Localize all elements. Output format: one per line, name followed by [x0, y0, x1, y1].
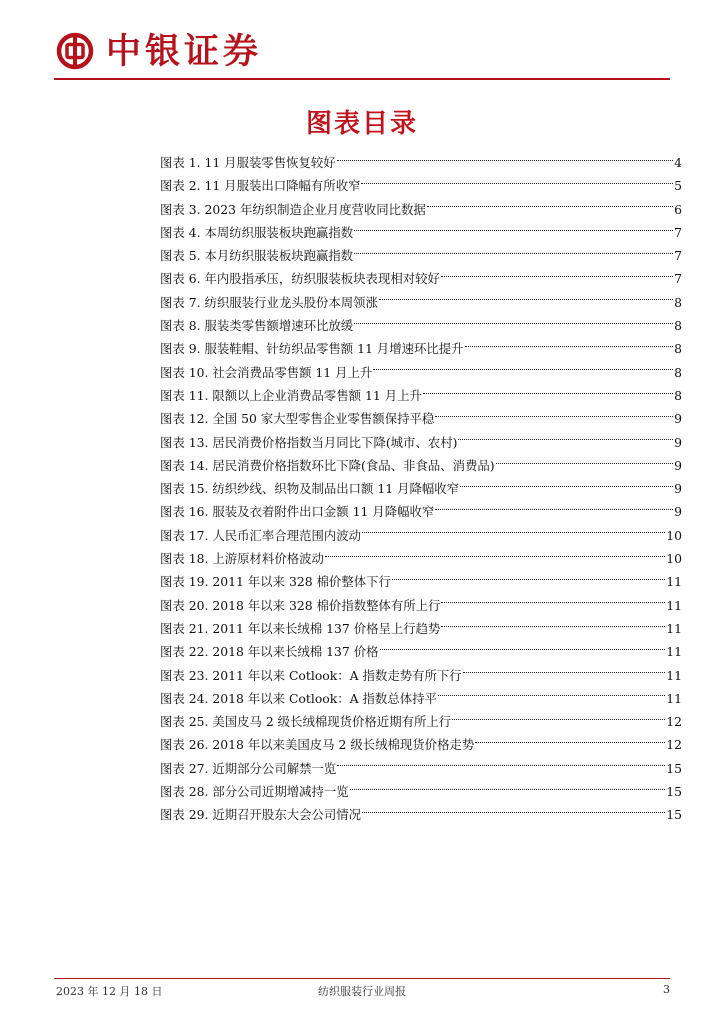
toc-dot-leader	[452, 718, 665, 720]
toc-entry-label: 图表 19. 2011 年以来 328 棉价整体下行	[160, 574, 391, 590]
toc-entry-page: 8	[674, 341, 682, 357]
toc-entry-label: 图表 14. 居民消费价格指数环比下降(食品、非食品、消费品)	[160, 457, 495, 473]
toc-entry-page: 7	[674, 248, 682, 264]
toc-entry-label: 图表 29. 近期召开股东大会公司情况	[160, 807, 362, 823]
toc-entry[interactable]	[160, 384, 682, 407]
toc-entry-page: 8	[674, 364, 682, 380]
toc-dot-leader	[438, 694, 665, 696]
toc-entry[interactable]	[160, 454, 682, 477]
page-title: 图表目录	[305, 109, 418, 139]
brand-name: 中银证券	[106, 31, 263, 72]
page-footer	[54, 983, 670, 1003]
toc-entry[interactable]	[160, 361, 682, 384]
toc-entry-label: 图表 16. 服装及衣着附件出口金额 11 月降幅收窄	[160, 504, 435, 520]
toc-entry[interactable]	[160, 431, 682, 454]
toc-entry[interactable]	[160, 733, 682, 756]
page-header	[54, 28, 670, 78]
toc-dot-leader	[441, 625, 665, 627]
toc-entry[interactable]	[160, 267, 682, 290]
toc-entry-label: 图表 27. 近期部分公司解禁一览	[160, 760, 337, 776]
toc-entry[interactable]	[160, 151, 682, 174]
toc-dot-leader	[441, 601, 665, 603]
toc-entry-page: 11	[666, 574, 682, 590]
toc-entry[interactable]	[160, 221, 682, 244]
toc-dot-leader	[423, 392, 673, 394]
toc-dot-leader	[460, 485, 673, 487]
toc-entry-label: 图表 4. 本周纺织服装板块跑赢指数	[160, 224, 354, 240]
toc-entry-label: 图表 3. 2023 年纺织制造企业月度营收同比数据	[160, 201, 426, 217]
toc-dot-leader	[354, 252, 673, 254]
footer-page-number: 3	[663, 983, 670, 996]
footer-date: 2023 年 12 月 18 日	[56, 985, 163, 998]
toc-entry[interactable]	[160, 244, 682, 267]
toc-entry-page: 11	[666, 667, 682, 683]
toc-entry-page: 4	[674, 155, 682, 170]
toc-entry-label: 图表 28. 部分公司近期增减持一览	[160, 784, 349, 800]
toc-entry-page: 12	[666, 714, 682, 730]
toc-entry-page: 15	[666, 784, 682, 800]
toc-dot-leader	[496, 462, 673, 464]
toc-entry[interactable]	[160, 570, 682, 593]
toc-dot-leader	[325, 555, 665, 557]
toc-entry-page: 11	[666, 690, 682, 706]
toc-dot-leader	[337, 159, 673, 161]
toc-entry-page: 5	[674, 178, 682, 194]
table-of-figures	[160, 151, 682, 827]
toc-entry-label: 图表 7. 纺织服装行业龙头股份本周领涨	[160, 294, 378, 310]
toc-entry-page: 11	[666, 644, 682, 660]
toc-entry-label: 图表 5. 本月纺织服装板块跑赢指数	[160, 248, 354, 264]
toc-entry-label: 图表 6. 年内股指承压，纺织服装板块表现相对较好	[160, 271, 440, 287]
toc-entry-page: 9	[674, 434, 682, 450]
toc-entry[interactable]	[160, 174, 682, 197]
toc-dot-leader	[475, 741, 665, 743]
toc-entry-label: 图表 15. 纺织纱线、织物及制品出口额 11 月降幅收窄	[160, 481, 460, 497]
toc-entry-page: 11	[666, 620, 682, 636]
toc-entry[interactable]	[160, 710, 682, 733]
toc-entry[interactable]	[160, 477, 682, 500]
toc-dot-leader	[361, 182, 673, 184]
toc-entry-page: 7	[674, 224, 682, 240]
toc-dot-leader	[380, 648, 666, 650]
toc-entry-label: 图表 23. 2011 年以来 Cotlook：A 指数走势有所下行	[160, 667, 462, 683]
toc-dot-leader	[441, 275, 673, 277]
toc-dot-leader	[337, 764, 665, 766]
toc-entry-page: 8	[674, 318, 682, 334]
toc-dot-leader	[435, 415, 673, 417]
toc-dot-leader	[354, 229, 673, 231]
toc-entry-label: 图表 18. 上游原材料价格波动	[160, 551, 324, 567]
toc-entry-label: 图表 9. 服装鞋帽、针纺织品零售额 11 月增速环比提升	[160, 341, 464, 357]
toc-entry-label: 图表 22. 2018 年以来长绒棉 137 价格	[160, 644, 379, 660]
toc-entry-page: 10	[666, 527, 682, 543]
toc-entry-label: 图表 10. 社会消费品零售额 11 月上升	[160, 364, 373, 380]
footer-rule	[54, 978, 670, 979]
toc-entry-label: 图表 8. 服装类零售额增速环比放缓	[160, 318, 354, 334]
toc-entry-page: 15	[666, 807, 682, 823]
toc-entry-label: 图表 20. 2018 年以来 328 棉价指数整体有所上行	[160, 597, 441, 613]
toc-entry-label: 图表 21. 2011 年以来长绒棉 137 价格呈上行趋势	[160, 620, 441, 636]
bank-of-china-logo-icon	[56, 32, 94, 70]
toc-entry[interactable]	[160, 640, 682, 663]
toc-entry[interactable]	[160, 687, 682, 710]
toc-entry-page: 15	[666, 760, 682, 776]
toc-dot-leader	[354, 322, 673, 324]
toc-dot-leader	[435, 508, 673, 510]
toc-entry[interactable]	[160, 524, 682, 547]
toc-entry[interactable]	[160, 547, 682, 570]
toc-entry-label: 图表 12. 全国 50 家大型零售企业零售额保持平稳	[160, 411, 435, 427]
toc-dot-leader	[465, 345, 674, 347]
toc-dot-leader	[463, 671, 666, 673]
toc-entry-page: 10	[666, 551, 682, 567]
toc-entry[interactable]	[160, 314, 682, 337]
toc-dot-leader	[362, 811, 665, 813]
toc-entry[interactable]	[160, 500, 682, 523]
toc-entry-page: 8	[674, 294, 682, 310]
toc-entry-label: 图表 11. 限额以上企业消费品零售额 11 月上升	[160, 387, 422, 403]
toc-entry[interactable]	[160, 198, 682, 221]
toc-entry-page: 11	[666, 597, 682, 613]
toc-entry-label: 图表 1. 11 月服装零售恢复较好	[160, 155, 336, 170]
toc-dot-leader	[458, 438, 673, 440]
toc-entry-label: 图表 26. 2018 年以来美国皮马 2 级长绒棉现货价格走势	[160, 737, 475, 753]
toc-dot-leader	[362, 531, 665, 533]
toc-entry[interactable]	[160, 617, 682, 640]
toc-entry[interactable]	[160, 664, 682, 687]
toc-entry-page: 12	[666, 737, 682, 753]
toc-entry-label: 图表 25. 美国皮马 2 级长绒棉现货价格近期有所上行	[160, 714, 452, 730]
toc-entry-label: 图表 2. 11 月服装出口降幅有所收窄	[160, 178, 361, 194]
toc-entry[interactable]	[160, 337, 682, 360]
toc-entry[interactable]	[160, 803, 682, 826]
toc-entry-label: 图表 24. 2018 年以来 Cotlook：A 指数总体持平	[160, 690, 437, 706]
footer-report-title: 纺织服装行业周报	[318, 985, 406, 998]
toc-entry[interactable]	[160, 291, 682, 314]
toc-dot-leader	[392, 578, 665, 580]
header-rule	[54, 78, 670, 80]
toc-entry-label: 图表 17. 人民币汇率合理范围内波动	[160, 527, 362, 543]
toc-entry-page: 7	[674, 271, 682, 287]
toc-dot-leader	[427, 205, 673, 207]
toc-entry[interactable]	[160, 594, 682, 617]
toc-entry-page: 6	[674, 201, 682, 217]
toc-entry-page: 8	[674, 387, 682, 403]
toc-entry[interactable]	[160, 780, 682, 803]
toc-entry[interactable]	[160, 407, 682, 430]
toc-dot-leader	[350, 788, 666, 790]
toc-entry-page: 9	[674, 504, 682, 520]
toc-entry-page: 9	[674, 457, 682, 473]
toc-entry-page: 9	[674, 411, 682, 427]
toc-entry[interactable]	[160, 757, 682, 780]
toc-entry-page: 9	[674, 481, 682, 497]
toc-dot-leader	[379, 298, 673, 300]
toc-dot-leader	[373, 368, 673, 370]
toc-entry-label: 图表 13. 居民消费价格指数当月同比下降(城市、农村)	[160, 434, 458, 450]
